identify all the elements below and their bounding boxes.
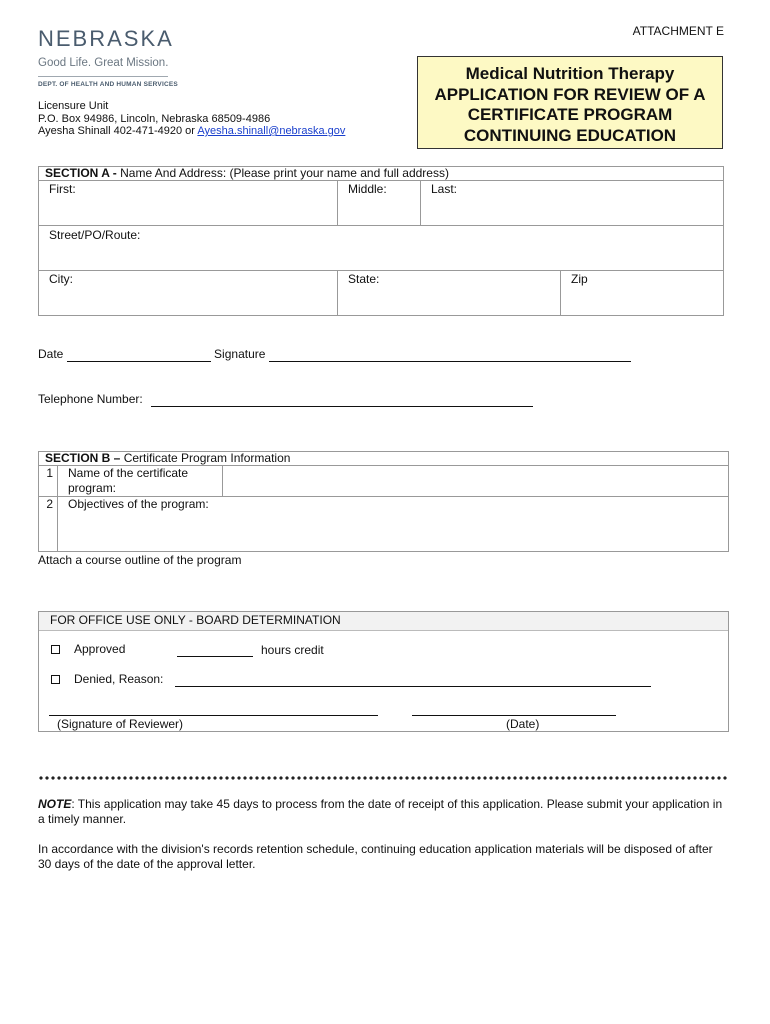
city-label: City: — [49, 272, 73, 286]
title-line-1: Medical Nutrition Therapy — [465, 64, 675, 83]
logo-department: DEPT. OF HEALTH AND HUMAN SERVICES — [38, 81, 178, 88]
program-name-field[interactable] — [223, 466, 729, 497]
row-2-label: Objectives of the program: — [68, 497, 209, 511]
state-label: State: — [348, 272, 380, 286]
section-b-heading: SECTION B – Certificate Program Information — [39, 452, 729, 466]
contact-address: P.O. Box 94986, Lincoln, Nebraska 68509-4986 — [38, 112, 271, 125]
zip-field[interactable] — [561, 271, 724, 316]
logo-divider — [38, 76, 168, 77]
contact-email-link[interactable]: Ayesha.shinall@nebraska.gov — [197, 125, 346, 137]
office-use-box — [38, 611, 729, 732]
attachment-label: ATTACHMENT E — [632, 24, 724, 38]
first-name-field[interactable] — [39, 181, 338, 226]
telephone-label: Telephone Number: — [38, 392, 143, 406]
street-field[interactable] — [39, 226, 724, 271]
objectives-field[interactable] — [58, 497, 729, 552]
dotted-separator — [38, 776, 729, 780]
telephone-line — [38, 392, 533, 407]
date-input-line[interactable] — [67, 347, 211, 362]
contact-person-line — [38, 125, 345, 138]
row-2-number: 2 — [39, 497, 58, 552]
title-line-2: APPLICATION FOR REVIEW OF A — [434, 84, 706, 104]
street-label: Street/PO/Route: — [49, 228, 141, 242]
middle-name-label: Middle: — [348, 182, 387, 196]
processing-note — [38, 797, 728, 827]
state-field[interactable] — [338, 271, 561, 316]
review-date-line[interactable] — [412, 701, 616, 716]
note-text: : This application may take 45 days to process from the date of receipt of this application. Please submit your application in a timely manner. — [38, 797, 723, 826]
middle-name-field[interactable] — [338, 181, 421, 226]
zip-label: Zip — [571, 272, 588, 286]
denied-row — [51, 672, 163, 686]
note-label: NOTE — [38, 797, 72, 811]
approved-checkbox[interactable] — [51, 645, 60, 654]
office-use-heading: FOR OFFICE USE ONLY - BOARD DETERMINATION — [39, 612, 728, 631]
reviewer-signature-label: (Signature of Reviewer) — [57, 717, 184, 731]
city-field[interactable] — [39, 271, 338, 316]
form-title-box — [417, 56, 723, 149]
row-1-label: Name of the certificate program: — [58, 466, 223, 497]
retention-note: In accordance with the division's records retention schedule, continuing education application materials will be disposed of after 30 days of the date of the approval letter. — [38, 842, 713, 871]
last-name-label: Last: — [431, 182, 458, 196]
contact-block — [38, 100, 345, 138]
logo-tagline: Good Life. Great Mission. — [38, 57, 169, 69]
signature-input-line[interactable] — [269, 347, 631, 362]
hours-credit-line[interactable] — [177, 642, 253, 657]
approved-label: Approved — [74, 642, 126, 656]
first-name-label: First: — [49, 182, 76, 196]
date-label: Date — [38, 347, 64, 361]
section-a-table — [38, 166, 724, 316]
reviewer-signature-line[interactable] — [49, 701, 378, 716]
hours-credit-label: hours credit — [261, 643, 324, 657]
row-1-number: 1 — [39, 466, 58, 497]
section-b-table — [38, 451, 729, 552]
last-name-field[interactable] — [421, 181, 724, 226]
contact-person: Ayesha Shinall 402-471-4920 or — [38, 125, 198, 137]
contact-unit: Licensure Unit — [38, 100, 109, 112]
section-a-heading: SECTION A - Name And Address: (Please print your name and full address) — [39, 167, 724, 181]
telephone-input-line[interactable] — [151, 392, 533, 407]
denied-checkbox[interactable] — [51, 675, 60, 684]
date-signature-line — [38, 347, 631, 362]
denied-reason-line[interactable] — [175, 672, 651, 687]
denied-label: Denied, Reason: — [74, 672, 164, 686]
signature-label: Signature — [214, 347, 266, 361]
title-line-4: CONTINUING EDUCATION — [463, 125, 677, 145]
attach-outline-note: Attach a course outline of the program — [38, 553, 242, 567]
approved-row — [51, 642, 125, 656]
nebraska-logo: NEBRASKA — [38, 26, 174, 51]
title-line-3: CERTIFICATE PROGRAM — [467, 105, 673, 124]
review-date-label: (Date) — [506, 717, 540, 731]
